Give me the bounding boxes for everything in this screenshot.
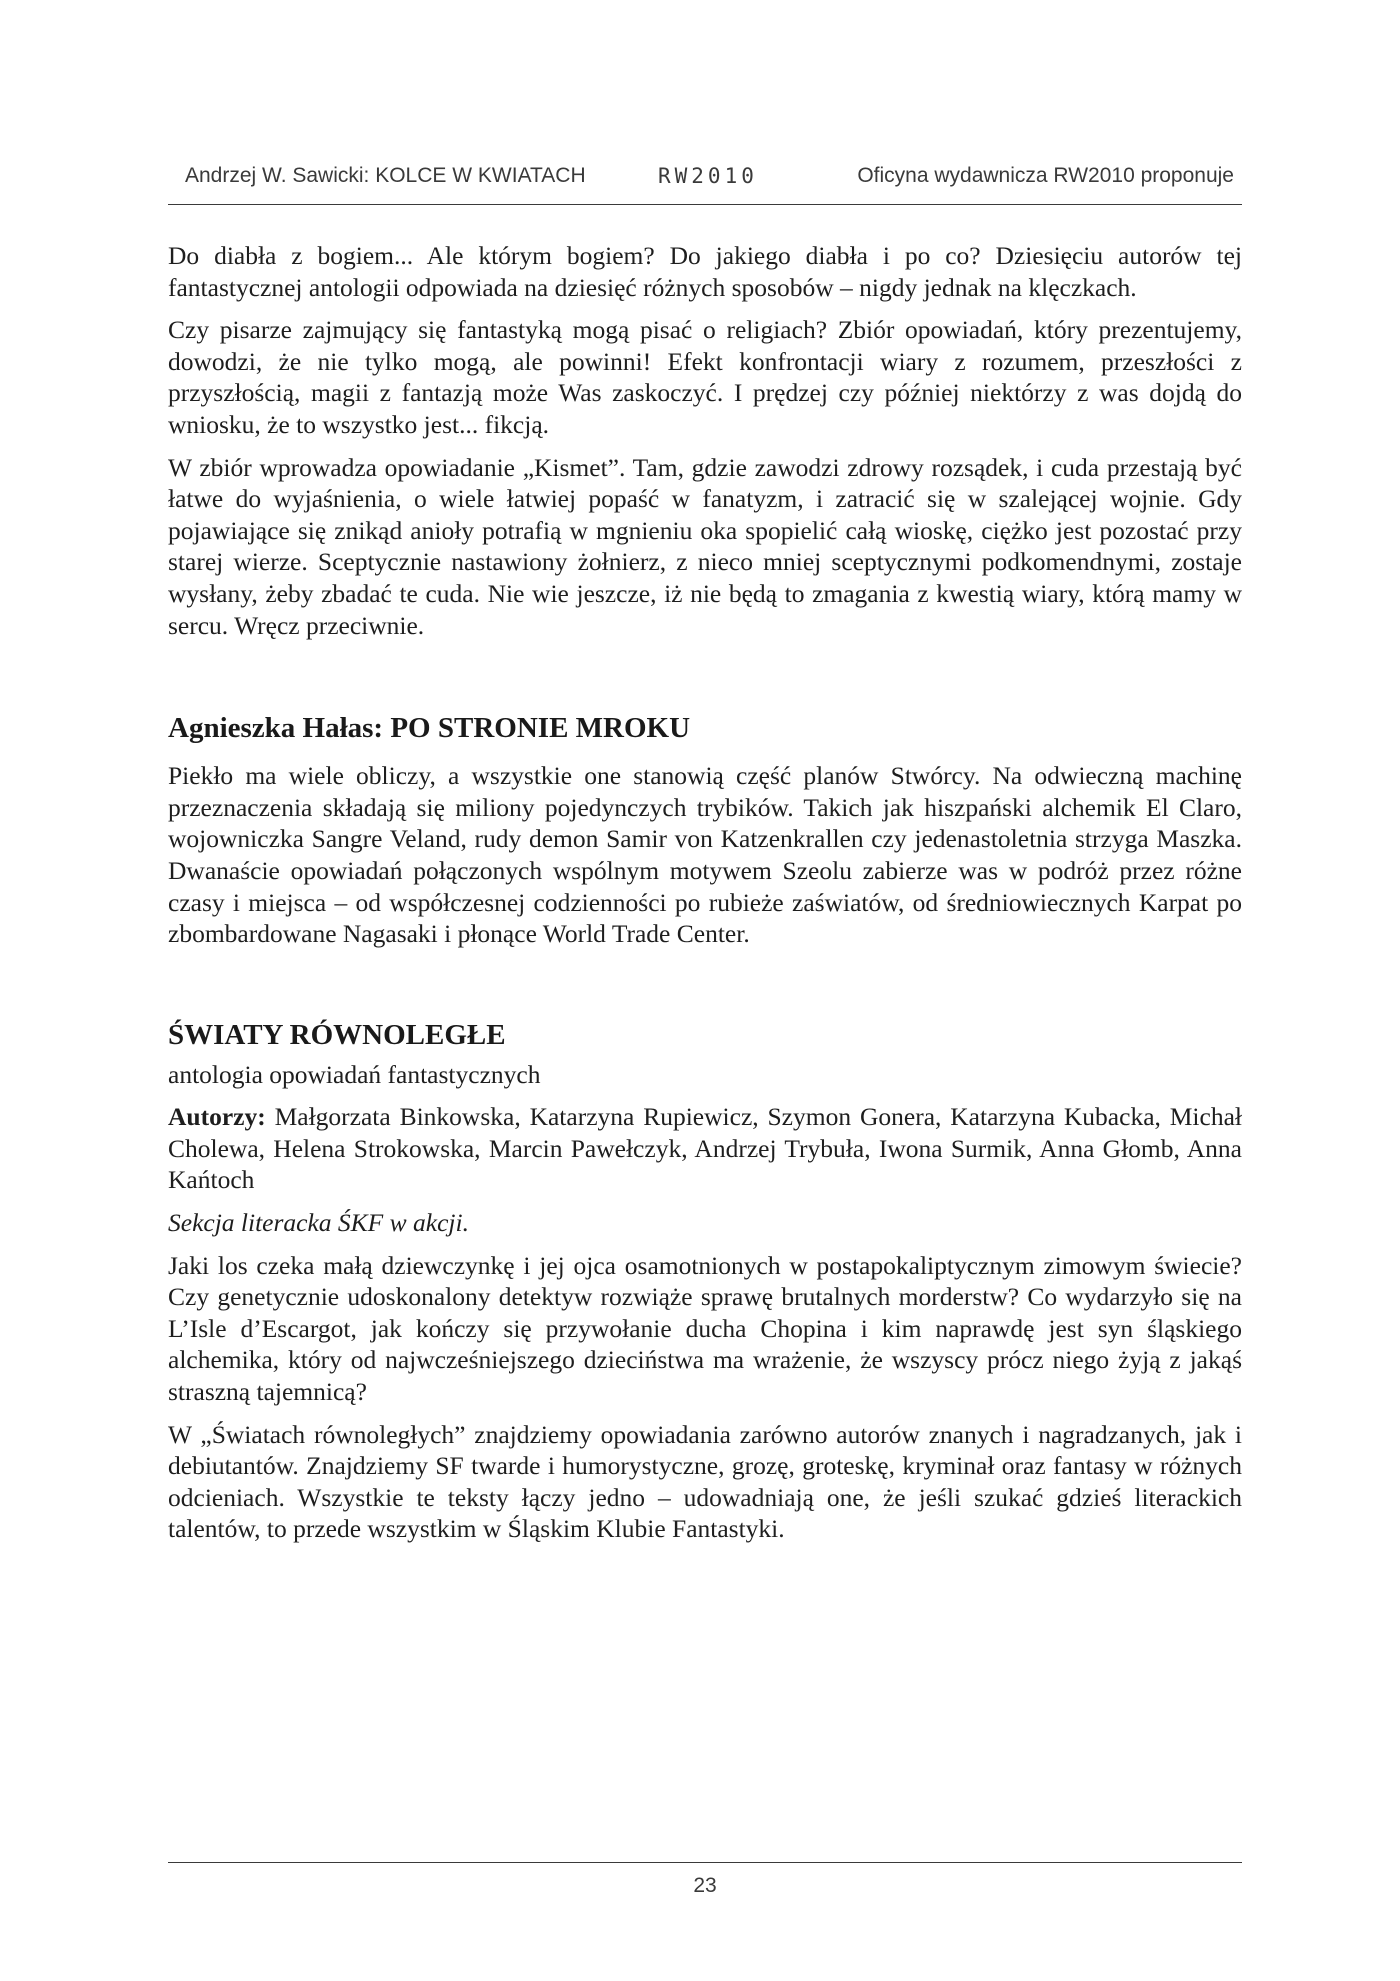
- swiaty-heading: ŚWIATY RÓWNOLEGŁE: [168, 1018, 506, 1051]
- section-swiaty-rownolegle: [168, 1017, 1242, 1545]
- section-po-stronie-mroku: [168, 710, 1242, 950]
- swiaty-subtitle: antologia opowiadań fantastycznych: [168, 1059, 541, 1089]
- header-publisher-note: Oficyna wydawnicza RW2010 proponuje: [857, 164, 1234, 187]
- section-spacer: [168, 961, 1242, 1017]
- swiaty-paragraph-1: Jaki los czeka małą dziewczynkę i jej ojca osamotnionych w postapokaliptycznym zimowym świecie? Czy genetycznie udoskonalony detektyw rozwiąże sprawę brutalnych morderstw? Co wydarzyło się na L’Isle d’Escargot, jak kończy się przywołanie ducha Chopina i kim naprawdę jest syn śląskiego alchemika, który od najwcześniejszego dzieciństwa ma wrażenie, że wszyscy prócz niego żyją z jakąś straszną tajemnicą?: [168, 1250, 1242, 1407]
- mrok-heading: Agnieszka Hałas: PO STRONIE MROKU: [168, 712, 691, 745]
- kolce-paragraph-2: Czy pisarze zajmujący się fantastyką mogą pisać o religiach? Zbiór opowiadań, który prezentujemy, dowodzi, że nie tylko mogą, ale powinni! Efekt konfrontacji wiary z rozumem, przeszłości z przyszłością, magii z fantazją może Was zaskoczyć. I prędzej czy później niektórzy z was dojdą do wniosku, że to wszystko jest... fikcją.: [168, 315, 1242, 439]
- footer-divider: [168, 1862, 1242, 1863]
- swiaty-tagline: Sekcja literacka ŚKF w akcji.: [168, 1208, 469, 1238]
- header-book-title: Andrzej W. Sawicki: KOLCE W KWIATACH: [185, 164, 586, 187]
- section-kolce-w-kwiatach: [168, 240, 1242, 641]
- header-divider: [168, 204, 1242, 205]
- running-header: [168, 164, 1242, 196]
- swiaty-authors-label: Autorzy:: [168, 1102, 266, 1132]
- swiaty-authors-list: Małgorzata Binkowska, Katarzyna Rupiewicz, Szymon Gonera, Katarzyna Kubacka, Michał Cholewa, Helena Strokowska, Marcin Pawełczyk, Andrzej Trybuła, Iwona Surmik, Anna Głomb, Anna Kańtoch: [168, 1102, 1242, 1195]
- section-spacer: [168, 652, 1242, 710]
- kolce-paragraph-3: W zbiór wprowadza opowiadanie „Kismet”. Tam, gdzie zawodzi zdrowy rozsądek, i cuda przestają być łatwe do wyjaśnienia, o wiele łatwiej popaść w fanatyzm, i zatracić się w szalejącej wojnie. Gdy pojawiające się znikąd anioły potrafią w mgnieniu oka spopielić całą wioskę, ciężko jest pozostać przy starej wierze. Sceptycznie nastawiony żołnierz, z nieco mniej sceptycznymi podkomendnymi, zostaje wysłany, żeby zbadać te cuda. Nie wie jeszcze, iż nie będą to zmagania z kwestią wiary, którą mamy w sercu. Wręcz przeciwnie.: [168, 452, 1242, 640]
- document-page: [168, 0, 1242, 1981]
- mrok-paragraph-1: Piekło ma wiele obliczy, a wszystkie one stanowią część planów Stwórcy. Na odwieczną machinę przeznaczenia składają się miliony pojedynczych trybików. Takich jak hiszpański alchemik El Claro, wojowniczka Sangre Veland, rudy demon Samir von Katzenkrallen czy jedenastoletnia strzyga Maszka. Dwanaście opowiadań połączonych wspólnym motywem Szeolu zabierze was w podróż przez różne czasy i miejsca – od współczesnej codzienności po rubieże zaświatów, od średniowiecznych Karpat po zbombardowane Nagasaki i płonące World Trade Center.: [168, 761, 1242, 949]
- page-content: [168, 240, 1242, 1556]
- page-number: 23: [693, 1874, 717, 1897]
- kolce-paragraph-1: Do diabła z bogiem... Ale którym bogiem? Do jakiego diabła i po co? Dziesięciu autorów tej fantastycznej antologii odpowiada na dziesięć różnych sposobów – nigdy jednak na klęczkach.: [168, 241, 1242, 302]
- swiaty-authors: [168, 1101, 1242, 1196]
- swiaty-paragraph-2: W „Światach równoległych” znajdziemy opowiadania zarówno autorów znanych i nagradzanych, jak i debiutantów. Znajdziemy SF twarde i humorystyczne, grozę, groteskę, kryminał oraz fantasy w różnych odcieniach. Wszystkie te teksty łączy jedno – udowadniają one, że jeśli szukać gdzieś literackich talentów, to przede wszystkim w Śląskim Klubie Fantastyki.: [168, 1419, 1242, 1544]
- header-publisher-logo: RW2010: [658, 164, 758, 188]
